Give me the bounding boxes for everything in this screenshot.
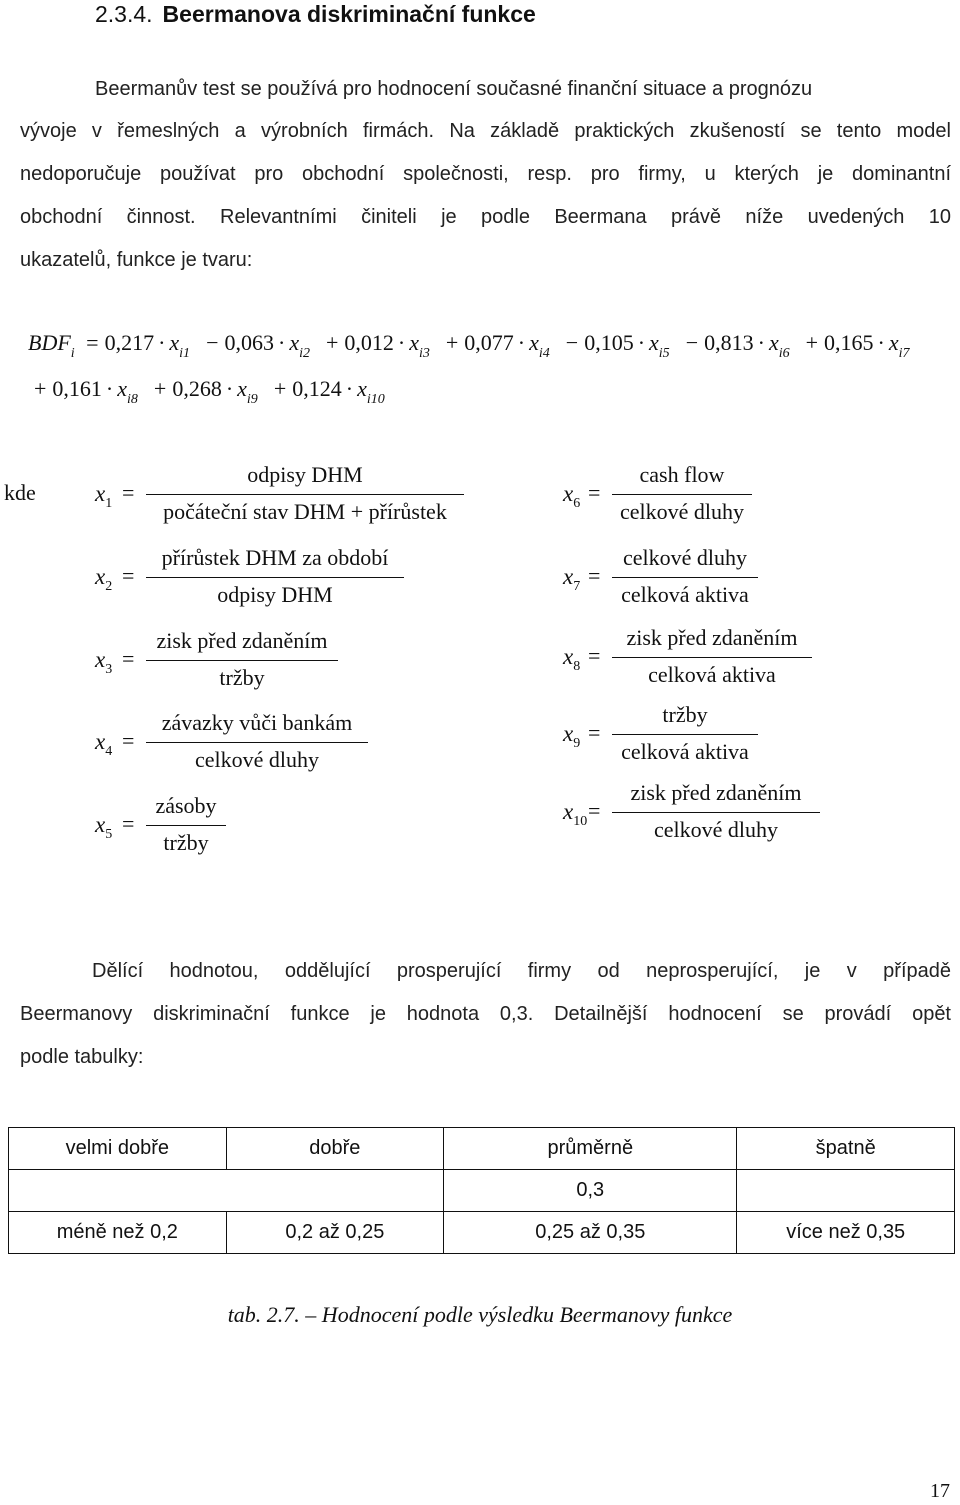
formula-variable: x	[289, 330, 300, 355]
formula-subscript: i4	[538, 346, 550, 361]
fraction-denominator: celkové dluhy	[653, 817, 779, 842]
intro-line: ukazatelů, funkce je tvaru:	[20, 249, 253, 271]
fraction-bar	[612, 657, 812, 658]
equals-sign: =	[122, 646, 135, 671]
fraction-denominator: celkové dluhy	[194, 747, 320, 772]
variable-subscript: 9	[573, 736, 581, 751]
outro-line: podle tabulky:	[20, 1046, 144, 1068]
formula-coefficient: 0,217	[104, 330, 155, 355]
formula-operator: +	[153, 376, 167, 401]
variable-symbol: x	[95, 647, 106, 672]
evaluation-table	[8, 1127, 955, 1254]
intro-line: obchodní činnost. Relevantními činiteli je podle Beermana právě níže uvedených 10	[20, 206, 951, 228]
formula-variable: x	[649, 330, 659, 355]
formula-subscript: i9	[246, 392, 258, 407]
formula-term	[680, 330, 790, 361]
formula-operator: +	[325, 330, 339, 355]
definition-variable	[563, 564, 581, 594]
fraction-numerator: odpisy DHM	[247, 462, 363, 487]
formula-operator: +	[805, 330, 819, 355]
formula-subscript: i5	[658, 346, 670, 361]
formula-minus: −	[685, 330, 699, 355]
variable-subscript: 8	[573, 659, 581, 674]
variable-symbol: x	[563, 799, 574, 824]
equals-sign: =	[588, 563, 601, 588]
formula-coefficient: 0,105	[584, 330, 634, 355]
variable-symbol: x	[563, 721, 574, 746]
equals-sign: =	[122, 728, 135, 753]
table-row	[9, 1170, 955, 1212]
variable-subscript: 5	[105, 827, 113, 842]
equals-sign: =	[588, 798, 601, 823]
table-row	[9, 1212, 955, 1254]
fraction-denominator: tržby	[219, 665, 265, 690]
formula-operator: =	[86, 330, 99, 355]
table-row	[9, 1128, 955, 1170]
multiply-dot: ·	[757, 330, 765, 355]
variable-symbol: x	[95, 729, 106, 754]
formula-operator: +	[273, 376, 287, 401]
fraction-numerator: tržby	[662, 702, 708, 727]
formula-coefficient: 0,063	[224, 330, 274, 355]
formula-variable: x	[768, 330, 779, 355]
formula-coefficient: 0,813	[704, 330, 754, 355]
variable-subscript: 1	[105, 496, 113, 511]
formula-term	[320, 330, 430, 361]
multiply-dot: ·	[158, 330, 166, 355]
fraction-bar	[146, 494, 464, 495]
definition-variable	[95, 481, 113, 511]
table-threshold-cell: 0,3	[444, 1170, 737, 1212]
multiply-dot: ·	[345, 376, 354, 401]
intro-line: nedoporučuje používat pro obchodní společnosti, resp. pro firmy, u kterých je dominantní	[20, 163, 951, 185]
fraction-bar	[612, 577, 758, 578]
formula-subscript: i2	[299, 346, 310, 361]
formula-subscript: i6	[778, 346, 790, 361]
fraction-bar	[612, 494, 752, 495]
fraction-bar	[146, 742, 368, 743]
table-header-cell: průměrně	[444, 1128, 737, 1170]
variable-subscript: 7	[573, 579, 581, 594]
fraction-numerator: závazky vůči bankám	[161, 710, 353, 735]
formula-subscript: i8	[127, 392, 138, 407]
fraction-bar	[146, 825, 226, 826]
formula-operator: +	[445, 330, 459, 355]
formula-lhs-sub: i	[70, 346, 75, 361]
fraction-numerator: celkové dluhy	[622, 545, 748, 570]
fraction-numerator: zásoby	[155, 793, 217, 818]
variable-subscript: 2	[105, 579, 113, 594]
fraction-denominator: počáteční stav DHM + přírůstek	[163, 499, 447, 524]
formula-term	[560, 330, 670, 361]
formula-variable: x	[117, 376, 128, 401]
definition-variable	[563, 799, 588, 829]
fraction-denominator: tržby	[163, 830, 209, 855]
formula-minus: −	[206, 330, 219, 355]
fraction-denominator: odpisy DHM	[217, 582, 333, 607]
table-caption: tab. 2.7. – Hodnocení podle výsledku Beermanovy funkce	[227, 1302, 733, 1327]
table-range-cell: 0,2 až 0,25	[226, 1212, 444, 1254]
table-empty-cell	[9, 1170, 444, 1212]
formula-operator: +	[34, 376, 47, 401]
fraction-bar	[612, 734, 758, 735]
formula-variable: x	[237, 376, 247, 401]
variable-symbol: x	[563, 481, 574, 506]
formula-variable: x	[888, 330, 899, 355]
fraction-bar	[146, 660, 338, 661]
variable-symbol: x	[95, 481, 106, 506]
multiply-dot: ·	[105, 376, 114, 401]
formula-coefficient: 0,268	[172, 376, 222, 401]
fraction-numerator: přírůstek DHM za období	[161, 545, 389, 570]
formula-variable: x	[357, 376, 367, 401]
formula-subscript: i1	[179, 346, 191, 361]
formula-line-1	[28, 330, 920, 361]
multiply-dot: ·	[397, 330, 406, 355]
formula-coefficient: 0,165	[824, 330, 874, 355]
formula-variable: x	[169, 330, 180, 355]
formula-term	[148, 376, 258, 407]
formula-variable: x	[409, 330, 419, 355]
kde-label: kde	[4, 480, 36, 505]
page-number: 17	[930, 1480, 950, 1502]
formula-term	[800, 330, 910, 361]
table-range-cell: méně než 0,2	[9, 1212, 227, 1254]
definition-variable	[563, 481, 581, 511]
formula-subscript: i7	[898, 346, 910, 361]
table-range-cell: více než 0,35	[737, 1212, 955, 1254]
equals-sign: =	[122, 811, 135, 836]
formula-coefficient: 0,077	[464, 330, 514, 355]
definition-variable	[563, 644, 581, 674]
equals-sign: =	[588, 480, 601, 505]
multiply-dot: ·	[277, 330, 286, 355]
intro-line: vývoje v řemeslných a výrobních firmách. Na základě praktických zkušeností se tento model	[20, 120, 951, 142]
table-header-cell: dobře	[226, 1128, 444, 1170]
fraction-denominator: celková aktiva	[621, 739, 749, 764]
formula-term	[200, 330, 310, 361]
variable-symbol: x	[563, 644, 574, 669]
definition-variable	[95, 812, 113, 842]
fraction-bar	[146, 577, 404, 578]
multiply-dot: ·	[517, 330, 526, 355]
variable-subscript: 6	[573, 496, 581, 511]
formula-term	[440, 330, 550, 361]
fraction-numerator: zisk před zdaněním	[626, 625, 798, 650]
bdf-formula	[28, 330, 948, 410]
equals-sign: =	[122, 480, 135, 505]
fraction-denominator: celková aktiva	[621, 582, 749, 607]
formula-coefficient: 0,161	[52, 376, 102, 401]
multiply-dot: ·	[225, 376, 234, 401]
variable-subscript: 4	[105, 744, 113, 759]
variable-symbol: x	[95, 812, 106, 837]
formula-coefficient: 0,012	[344, 330, 394, 355]
variable-subscript: 10	[573, 814, 588, 829]
equals-sign: =	[588, 643, 601, 668]
table-header-cell: velmi dobře	[9, 1128, 227, 1170]
definition-variable	[95, 564, 113, 594]
table-range-cell: 0,25 až 0,35	[444, 1212, 737, 1254]
fraction-numerator: zisk před zdaněním	[156, 628, 328, 653]
formula-subscript: i3	[418, 346, 430, 361]
section-number: 2.3.4.	[95, 1, 153, 27]
section-heading	[95, 0, 536, 29]
fraction-denominator: celkové dluhy	[619, 499, 745, 524]
formula-term	[268, 376, 385, 407]
outro-line: Dělící hodnotou, oddělující prosperující firmy od neprosperující, je v případě	[92, 960, 951, 982]
definition-variable	[95, 647, 113, 677]
variable-subscript: 3	[105, 662, 113, 677]
formula-line-2	[28, 376, 395, 407]
multiply-dot: ·	[637, 330, 646, 355]
formula-subscript: i10	[366, 392, 385, 407]
table-header-cell: špatně	[737, 1128, 955, 1170]
table-empty-cell	[737, 1170, 955, 1212]
variable-symbol: x	[563, 564, 574, 589]
equals-sign: =	[588, 720, 601, 745]
equals-sign: =	[122, 563, 135, 588]
formula-term	[80, 330, 191, 361]
definition-variable	[95, 729, 113, 759]
formula-term	[28, 376, 138, 407]
fraction-denominator: celková aktiva	[648, 662, 776, 687]
multiply-dot: ·	[877, 330, 885, 355]
intro-line: Beermanův test se používá pro hodnocení současné finanční situace a prognózu	[95, 78, 813, 100]
fraction-bar	[612, 812, 820, 813]
formula-variable: x	[529, 330, 539, 355]
fraction-numerator: zisk před zdaněním	[630, 780, 802, 805]
formula-minus: −	[565, 330, 579, 355]
section-title: Beermanova diskriminační funkce	[162, 1, 536, 27]
formula-lhs: BDF	[28, 330, 71, 355]
definition-variable	[563, 721, 581, 751]
outro-line: Beermanovy diskriminační funkce je hodnota 0,3. Detailnější hodnocení se provádí opět	[20, 1003, 951, 1025]
fraction-numerator: cash flow	[639, 462, 725, 487]
formula-coefficient: 0,124	[292, 376, 342, 401]
variable-symbol: x	[95, 564, 106, 589]
